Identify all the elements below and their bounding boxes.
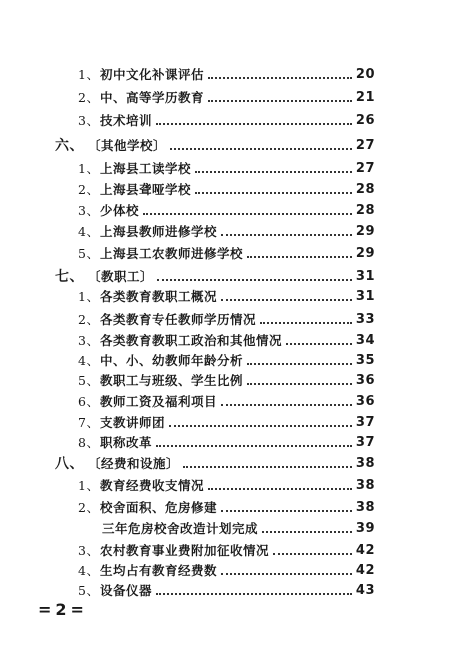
toc-entry-title: 各类教育专任教师学历情况 (100, 312, 257, 327)
leader-dots (221, 224, 352, 236)
toc-entry (78, 109, 375, 131)
toc-entry-page: 26 (355, 112, 375, 128)
toc-entry-title: 上海县教师进修学校 (100, 224, 218, 239)
leader-dots (170, 138, 352, 150)
leader-dots (247, 373, 352, 385)
toc-entry (78, 63, 375, 85)
toc-entry (78, 431, 375, 453)
toc-entry-page: 38 (355, 499, 375, 515)
toc-entry (98, 517, 375, 539)
toc-entry-title: 教职工与班级、学生比例 (100, 373, 244, 388)
leader-dots (221, 289, 352, 301)
toc-entry-page: 20 (355, 66, 375, 82)
toc-entry-page: 29 (355, 223, 375, 239)
toc-entry (78, 220, 375, 242)
toc-entry-title: 农村教育事业费附加征收情况 (100, 543, 270, 558)
leader-dots (221, 563, 352, 575)
leader-dots (156, 583, 352, 595)
leader-dots (195, 161, 352, 173)
page-number-footer: =2= (38, 600, 88, 619)
toc-entry-page: 42 (355, 542, 375, 558)
toc-entry-page: 43 (355, 582, 375, 598)
toc-entry-page: 27 (355, 137, 375, 153)
toc-entry (78, 579, 375, 601)
toc-entry-number: 2、 (78, 500, 100, 515)
toc-entry-page: 42 (355, 562, 375, 578)
leader-dots (262, 521, 352, 533)
leader-dots (247, 246, 352, 258)
toc-entry-number: 2、 (78, 182, 100, 197)
toc-entry-title: 中、小、幼教师年龄分析 (100, 353, 244, 368)
toc-entry-title: 支教讲师团 (100, 415, 166, 430)
toc-entry-number: 1、 (78, 161, 100, 176)
toc-entry-title: 〔经费和设施〕 (88, 456, 180, 471)
toc-entry-page: 38 (355, 477, 375, 493)
toc-entry-page: 35 (355, 352, 375, 368)
toc-entry (78, 496, 375, 518)
toc-entry (78, 411, 375, 433)
leader-dots (208, 67, 352, 79)
toc-entry-page: 36 (355, 393, 375, 409)
toc-entry-title: 中、高等学历教育 (100, 90, 205, 105)
toc-entry-page: 28 (355, 202, 375, 218)
toc-entry-title: 生均占有教育经费数 (100, 563, 218, 578)
leader-dots (183, 456, 352, 468)
toc-entry-title: 各类教育教职工政治和其他情况 (100, 333, 283, 348)
toc-entry-number: 2、 (78, 90, 100, 105)
toc-entry (78, 559, 375, 581)
toc-entry (78, 474, 375, 496)
leader-dots (156, 435, 352, 447)
toc-entry-page: 31 (355, 288, 375, 304)
leader-dots (221, 500, 352, 512)
toc-entry-page: 29 (355, 245, 375, 261)
toc-entry-page: 27 (355, 160, 375, 176)
leader-dots (221, 394, 352, 406)
toc-entry-title: 初中文化补课评估 (100, 67, 205, 82)
toc-entry-page: 38 (355, 455, 375, 471)
toc-entry-number: 7、 (78, 415, 100, 430)
toc-entry-title: 教师工资及福利项目 (100, 394, 218, 409)
toc-entry-number: 6、 (78, 394, 100, 409)
leader-dots (157, 269, 352, 281)
toc-entry-page: 34 (355, 332, 375, 348)
toc-entry-page: 37 (355, 414, 375, 430)
toc-entry-title: 职称改革 (100, 435, 153, 450)
toc-entry-number: 5、 (78, 583, 100, 598)
toc-entry-number: 七、 (55, 269, 84, 285)
toc-entry (78, 178, 375, 200)
toc-entry-number: 3、 (78, 203, 100, 218)
toc-entry-title: 上海县工读学校 (100, 161, 192, 176)
toc-entry (78, 390, 375, 412)
toc-entry-page: 28 (355, 181, 375, 197)
leader-dots (156, 113, 352, 125)
toc-entry-number: 5、 (78, 373, 100, 388)
toc-entry (78, 157, 375, 179)
toc-entry-title: 校舍面积、危房修建 (100, 500, 218, 515)
leader-dots (286, 333, 352, 345)
toc-entry-title: 〔教职工〕 (88, 269, 154, 284)
leader-dots (260, 312, 352, 324)
toc-entry (78, 308, 375, 330)
toc-entry (55, 265, 375, 287)
toc-entry-number: 3、 (78, 113, 100, 128)
toc-entry-title: 〔其他学校〕 (88, 138, 167, 153)
toc-entry-page: 33 (355, 311, 375, 327)
toc-entry-number: 5、 (78, 246, 100, 261)
leader-dots (247, 353, 352, 365)
toc-entry-title: 少体校 (100, 203, 140, 218)
toc-entry-title: 上海县工农教师进修学校 (100, 246, 244, 261)
toc-entry (78, 199, 375, 221)
toc-entry (78, 369, 375, 391)
toc-entry-title: 设备仪器 (100, 583, 153, 598)
toc-entry-title: 技术培训 (100, 113, 153, 128)
toc-entry-number: 3、 (78, 333, 100, 348)
toc-entry-number: 1、 (78, 289, 100, 304)
leader-dots (273, 543, 352, 555)
toc-entry-number: 六、 (55, 138, 84, 154)
toc-entry-number: 8、 (78, 435, 100, 450)
toc-entry-number: 1、 (78, 67, 100, 82)
leader-dots (169, 415, 352, 427)
toc-entry-page: 31 (355, 268, 375, 284)
leader-dots (195, 182, 352, 194)
toc-entry-number: 4、 (78, 224, 100, 239)
toc-entry (78, 242, 375, 264)
toc-entry (78, 285, 375, 307)
toc-entry-number: 4、 (78, 353, 100, 368)
toc-entry-number: 八、 (55, 456, 84, 472)
toc-entry (55, 134, 375, 156)
toc-entry-page: 36 (355, 372, 375, 388)
toc-entry (78, 86, 375, 108)
toc-entry (55, 452, 375, 474)
leader-dots (208, 478, 352, 490)
toc-entry-page: 21 (355, 89, 375, 105)
toc-entry-number: 2、 (78, 312, 100, 327)
toc-entry-title: 各类教育教职工概况 (100, 289, 218, 304)
leader-dots (143, 203, 352, 215)
toc-entry (78, 539, 375, 561)
toc-entry-title: 教育经费收支情况 (100, 478, 205, 493)
toc-entry-title: 上海县聋哑学校 (100, 182, 192, 197)
toc-entry-title: 三年危房校舍改造计划完成 (102, 521, 259, 536)
toc-entry-number: 3、 (78, 543, 100, 558)
toc-entry-page: 39 (355, 520, 375, 536)
toc-entry (78, 349, 375, 371)
toc-entry-page: 37 (355, 434, 375, 450)
toc-entry-number: 4、 (78, 563, 100, 578)
leader-dots (208, 90, 352, 102)
toc-entry-number: 1、 (78, 478, 100, 493)
toc-entry (78, 329, 375, 351)
